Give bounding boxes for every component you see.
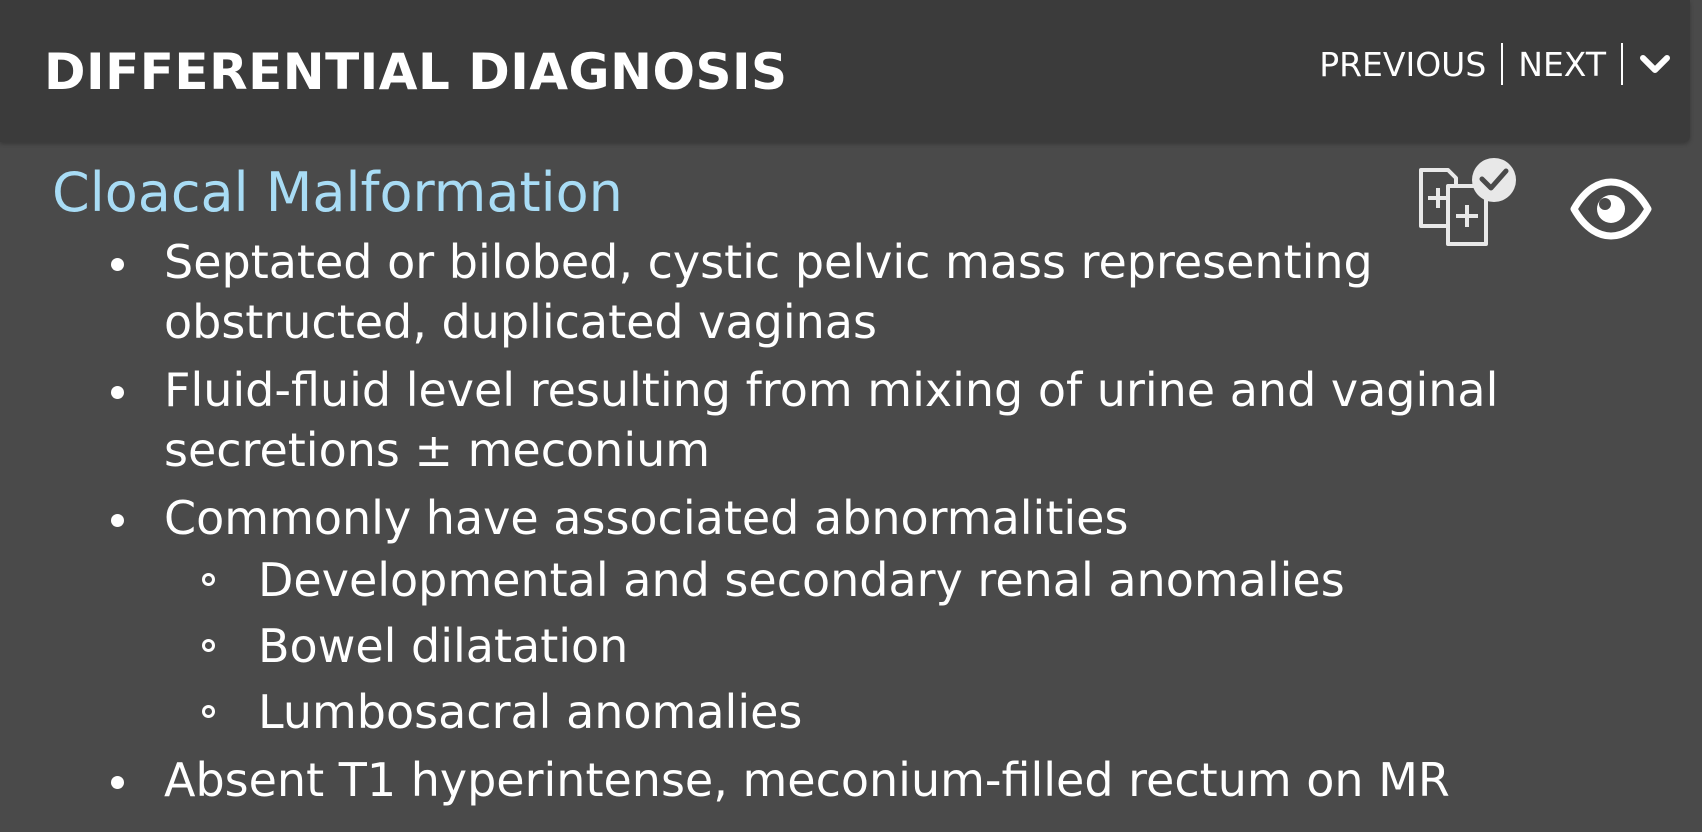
sub-list [164,550,1560,742]
list-item-text: Commonly have associated abnormalities [164,491,1129,545]
list-item [0,488,1560,742]
sub-list-item: Lumbosacral anomalies [164,682,1560,742]
page-title: DIFFERENTIAL DIAGNOSIS [44,43,788,101]
header-bar [0,0,1690,142]
previous-link[interactable]: PREVIOUS [1319,44,1487,84]
next-link[interactable]: NEXT [1518,44,1606,84]
eye-icon[interactable] [1570,176,1652,242]
nav-divider [1621,43,1623,85]
sub-list-item: Bowel dilatation [164,616,1560,676]
list-item: Absent T1 hyperintense, meconium-filled rectum on MR [0,750,1560,810]
list-item: Fluid-fluid level resulting from mixing of urine and vaginal secretions ± meconium [0,360,1560,480]
findings-list [0,232,1560,818]
sub-list-item: Developmental and secondary renal anomalies [164,550,1560,610]
section-title: Cloacal Malformation [52,161,623,224]
list-item: Septated or bilobed, cystic pelvic mass representing obstructed, duplicated vaginas [0,232,1560,352]
nav-divider [1501,43,1503,85]
chevron-down-icon[interactable] [1638,47,1672,81]
header-navigation [1319,42,1672,86]
